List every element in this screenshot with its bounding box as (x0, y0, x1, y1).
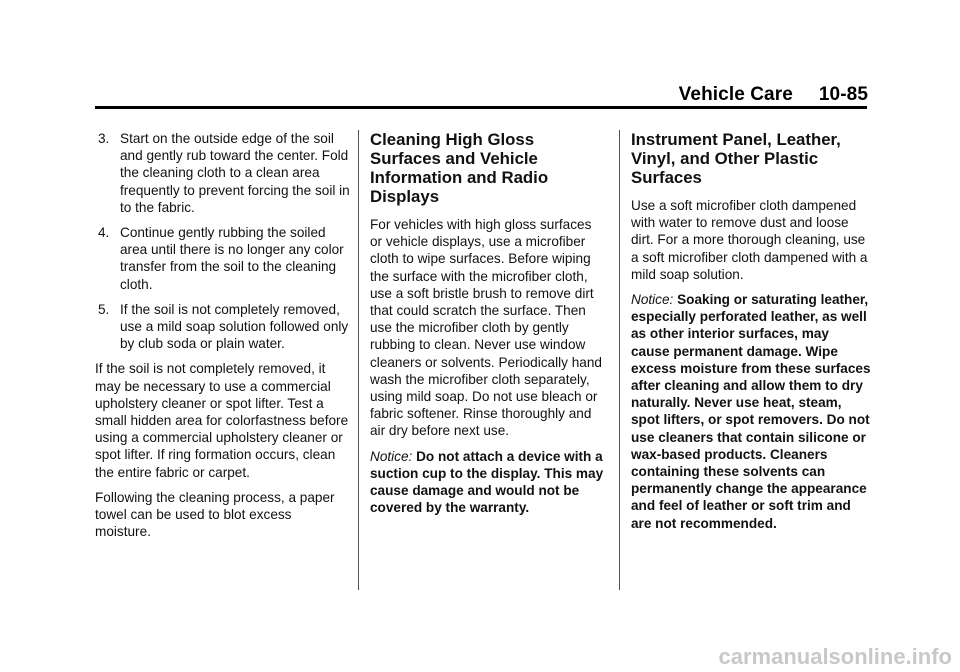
step-number: 3. (98, 131, 110, 146)
step-number: 4. (98, 225, 110, 241)
column-divider (619, 130, 620, 590)
notice (370, 448, 605, 517)
paragraph: For vehicles with high gloss surfaces or vehicle displays, use a microfiber cloth to wipe surfaces. Before wiping the surface with the microfiber cloth, use a soft bristle brush to remove dirt that could scratch the surface. Then use the microfiber cloth by gently rubbing to clean. Never use window cleaners or solvents. Periodically hand wash the microfiber cloth separately, using mild soap. Do not use bleach or fabric softener. Rinse thoroughly and air dry before next use. (370, 217, 602, 439)
column-left (95, 130, 350, 548)
notice-text: Do not attach a device with a suction cup to the display. This may cause damage and would not be covered by the warranty. (370, 448, 604, 516)
list-item (95, 301, 350, 353)
section-title: Vehicle Care (678, 84, 793, 105)
header-rule (95, 106, 867, 109)
section-heading: Instrument Panel, Leather, Vinyl, and Other Plastic Surfaces (631, 130, 841, 187)
page-header (679, 84, 868, 106)
cleaning-steps-list (95, 130, 350, 352)
watermark: carmanualsonline.info (718, 644, 952, 669)
page-number: 10-85 (818, 84, 868, 105)
column-divider (358, 130, 359, 590)
paragraph: Following the cleaning process, a paper towel can be used to blot excess moisture. (95, 489, 335, 540)
notice-label: Notice: (370, 448, 413, 464)
list-item (95, 130, 350, 216)
column-middle (370, 130, 605, 524)
notice-text: Soaking or saturating leather, especially perforated leather, as well as other interior surfaces, may cause permanent damage. Wipe excess moisture from these surfaces after cleaning and allow them to dry naturally. Never use heat, steam, spot lifters, or spot removers. Do not use cleaners that contain silicone or wax-based products. Cleaners containing these solvents can permanently change the appearance and feel of leather or soft trim and are not recommended. (631, 292, 871, 531)
paragraph: Use a soft microfiber cloth dampened with water to remove dust and loose dirt. For a more thorough cleaning, use a soft microfiber cloth dampened with a mild soap solution. (631, 198, 868, 282)
list-item (95, 224, 350, 293)
paragraph: If the soil is not completely removed, it may be necessary to use a commercial upholstery cleaner or spot lifter. Test a small hidden area for colorfastness before using a commercial upholstery cleaner or spot lifter. If ring formation occurs, clean the entire fabric or carpet. (95, 361, 349, 480)
step-number: 5. (98, 301, 110, 317)
section-heading: Cleaning High Gloss Surfaces and Vehicle Information and Radio Displays (370, 130, 549, 206)
notice-label: Notice: (631, 292, 674, 308)
step-text: If the soil is not completely removed, use a mild soap solution followed only by club soda or plain water. (120, 301, 349, 352)
step-text: Start on the outside edge of the soil and gently rub toward the center. Fold the cleaning cloth to a clean area frequently to prevent forcing the soil in to the fabric. (120, 131, 350, 215)
column-right (631, 130, 871, 540)
step-text: Continue gently rubbing the soiled area until there is no longer any color transfer from the soil to the cleaning cloth. (120, 225, 344, 292)
notice (631, 291, 871, 532)
